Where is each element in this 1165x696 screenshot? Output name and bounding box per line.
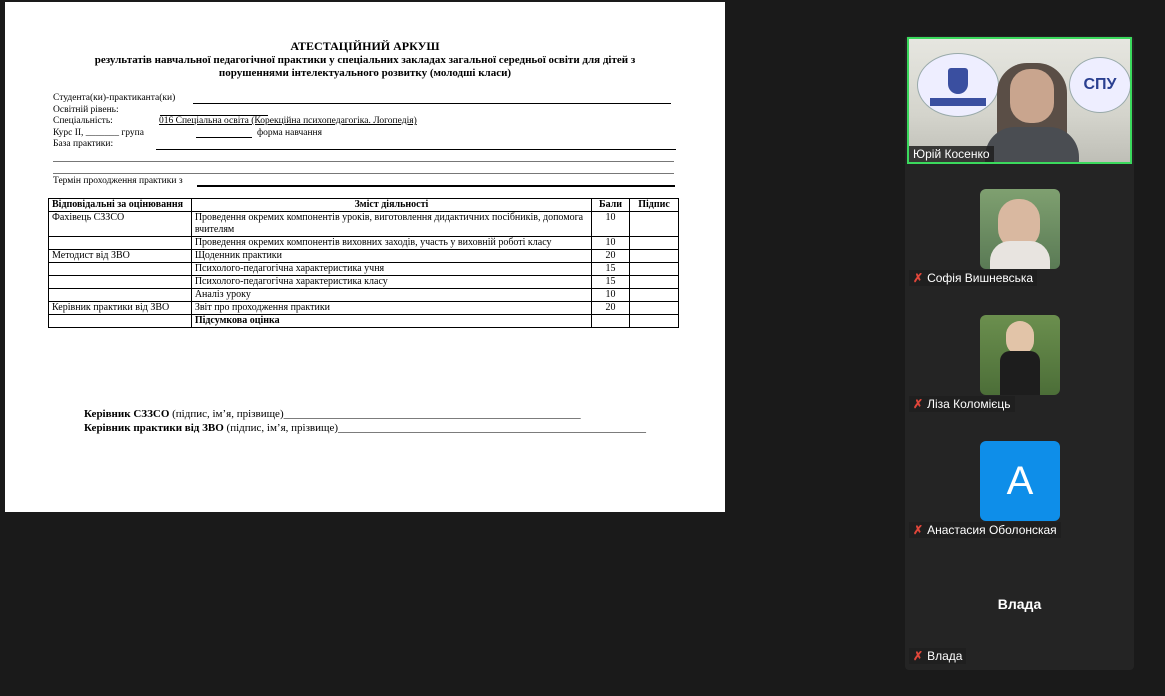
- field-specialty-label: Спеціальність:: [53, 116, 113, 126]
- table-row: [49, 276, 679, 289]
- participant-center-label: Влада: [997, 596, 1042, 612]
- header-content: Зміст діяльності: [191, 199, 591, 212]
- participant-name: Влада: [927, 649, 963, 663]
- table-header-row: [49, 199, 679, 212]
- cell-responsible: Методист від ЗВО: [49, 250, 192, 263]
- cell-score: 10: [592, 212, 630, 237]
- cell-signature: [629, 250, 678, 263]
- cell-score: 15: [592, 263, 630, 276]
- participant-photo: [980, 189, 1060, 269]
- participant-tile[interactable]: [907, 416, 1132, 540]
- cell-signature: [629, 212, 678, 237]
- signature-school-rest: (підпис, ім’я, прізвище)______________________________________________________: [172, 408, 581, 420]
- muted-mic-icon: ✗: [913, 271, 924, 285]
- cell-signature: [629, 289, 678, 302]
- table-row: [49, 237, 679, 250]
- header-score: Бали: [592, 199, 630, 212]
- cell-content: Психолого-педагогічна характеристика класу: [191, 276, 591, 289]
- participant-tile[interactable]: [907, 164, 1132, 288]
- participant-name-tag: [909, 270, 1037, 286]
- cell-content: Звіт про проходження практики: [191, 302, 591, 315]
- cell-signature: [629, 302, 678, 315]
- field-line: [156, 149, 676, 150]
- cell-responsible: [49, 276, 192, 289]
- participant-name-tag: [909, 648, 966, 664]
- cell-signature: [629, 315, 678, 328]
- cell-score: 20: [592, 250, 630, 263]
- participant-photo: [980, 315, 1060, 395]
- participant-tile[interactable]: [907, 290, 1132, 414]
- field-form: форма навчання: [257, 128, 323, 138]
- header-signature: Підпис: [629, 199, 678, 212]
- shared-document: [5, 2, 725, 512]
- cell-score: 10: [592, 289, 630, 302]
- participant-name-tag: [909, 396, 1015, 412]
- field-student: Студента(ки)-практиканта(ки): [53, 93, 176, 103]
- muted-mic-icon: ✗: [913, 397, 924, 411]
- table-total-row: [49, 315, 679, 328]
- university-logo-icon: СПУ: [1069, 57, 1131, 113]
- cell-content: Психолого-педагогічна характеристика учня: [191, 263, 591, 276]
- field-course: Курс II, _______ група: [53, 128, 144, 138]
- field-specialty-value: 016 Спеціальна освіта (Корекційна психопедагогіка. Логопедія): [159, 116, 417, 126]
- field-base: База практики:: [53, 139, 114, 149]
- cell-score: [592, 315, 630, 328]
- document-subtitle-line1: результатів навчальної педагогічної практики у спеціальних закладах загальної середньої освіти для дітей з: [94, 54, 636, 66]
- active-speaker-tile[interactable]: [907, 37, 1132, 164]
- header-responsible: Відповідальні за оцінювання: [49, 199, 192, 212]
- participant-tile[interactable]: [907, 542, 1132, 666]
- muted-mic-icon: ✗: [913, 649, 924, 663]
- speaker-figure: [997, 63, 1067, 163]
- cell-total-label: Підсумкова оцінка: [191, 315, 591, 328]
- cell-responsible: Фахівець СЗЗСО: [49, 212, 192, 237]
- cell-content: Аналіз уроку: [191, 289, 591, 302]
- document-subtitle-line2: порушеннями інтелектуального розвитку (молодші класи): [218, 67, 512, 79]
- emblem-icon: [917, 53, 999, 117]
- field-line: [197, 185, 675, 187]
- field-line: [196, 137, 252, 138]
- field-term: Термін проходження практики з: [53, 176, 183, 186]
- signature-school-label: Керівник СЗЗСО: [84, 408, 170, 420]
- cell-content: Щоденник практики: [191, 250, 591, 263]
- cell-score: 20: [592, 302, 630, 315]
- field-line: [53, 173, 674, 174]
- initial-avatar: A: [980, 441, 1060, 521]
- cell-signature: [629, 263, 678, 276]
- document-title: АТЕСТАЦІЙНИЙ АРКУШ: [290, 39, 440, 53]
- speaker-name-tag: Юрій Косенко: [909, 146, 994, 162]
- evaluation-table: [48, 198, 679, 328]
- table-row: [49, 250, 679, 263]
- table-row: [49, 289, 679, 302]
- signature-university-label: Керівник практики від ЗВО: [84, 422, 224, 434]
- participant-name-tag: [909, 522, 1061, 538]
- muted-mic-icon: ✗: [913, 523, 924, 537]
- field-level: Освітній рівень:: [53, 105, 119, 115]
- participant-name: Софія Вишневська: [927, 271, 1034, 285]
- cell-content: Проведення окремих компонентів виховних заходів, участь у виховній роботі класу: [191, 237, 591, 250]
- cell-score: 15: [592, 276, 630, 289]
- participant-name: Ліза Коломієць: [927, 397, 1011, 411]
- signature-line-school: [84, 408, 581, 420]
- table-row: [49, 263, 679, 276]
- cell-responsible: [49, 289, 192, 302]
- cell-signature: [629, 237, 678, 250]
- cell-score: 10: [592, 237, 630, 250]
- cell-responsible: Керівник практики від ЗВО: [49, 302, 192, 315]
- cell-responsible: [49, 263, 192, 276]
- signature-line-university: [84, 422, 646, 434]
- cell-content: Проведення окремих компонентів уроків, виготовлення дидактичних посібників, допомога вчителям: [191, 212, 591, 237]
- field-line: [193, 103, 671, 104]
- table-row: [49, 302, 679, 315]
- cell-responsible: [49, 315, 192, 328]
- signature-university-rest: (підпис, ім’я, прізвище)________________________________________________________: [226, 422, 647, 434]
- field-line: [53, 161, 674, 162]
- participant-name: Анастасия Оболонская: [927, 523, 1057, 537]
- cell-signature: [629, 276, 678, 289]
- table-row: [49, 212, 679, 237]
- cell-responsible: [49, 237, 192, 250]
